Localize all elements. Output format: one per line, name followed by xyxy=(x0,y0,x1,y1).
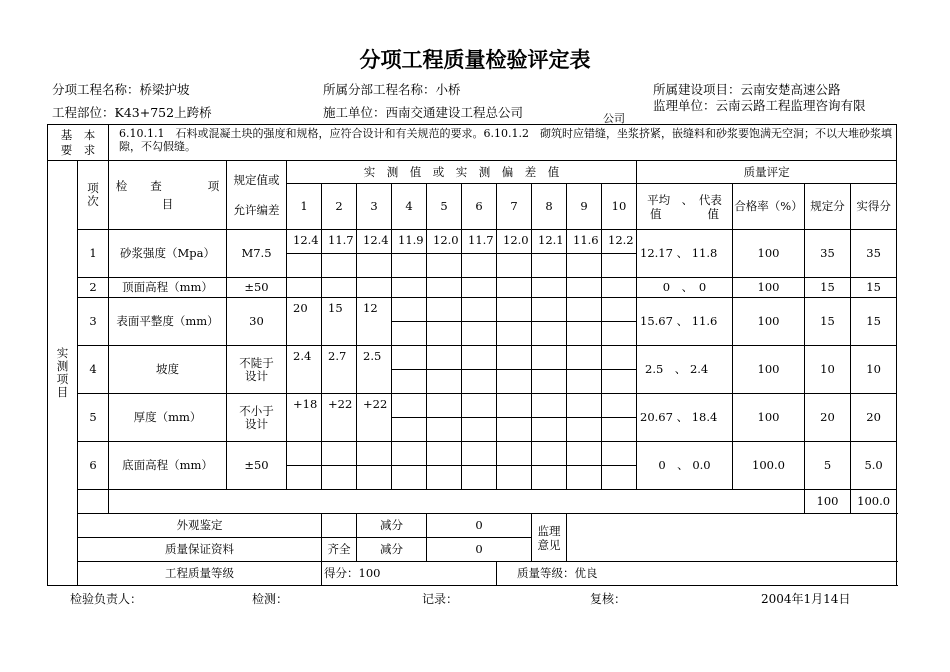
grade-row xyxy=(48,562,897,586)
avg-value: 20.67 、 18.4 xyxy=(637,394,733,442)
cell xyxy=(567,298,602,322)
col-header: 3 xyxy=(357,184,392,230)
reviewer: 复核： xyxy=(590,592,627,606)
spec-value: 不小于设计 xyxy=(227,394,287,442)
avg-value: 15.67 、 11.6 xyxy=(637,298,733,346)
pass-rate: 100.0 xyxy=(733,442,805,490)
cell xyxy=(427,254,462,278)
table-row xyxy=(48,298,897,322)
measured-value: +18 xyxy=(287,394,322,418)
cell xyxy=(322,322,357,346)
cell xyxy=(462,346,497,370)
avg-header: 平均 、 代表 值 值 xyxy=(637,184,733,230)
requirements-label: 基 本 要 求 xyxy=(48,125,109,161)
avg-value: 0 、 0 xyxy=(637,278,733,298)
pass-rate: 100 xyxy=(733,230,805,278)
cell xyxy=(532,298,567,322)
quality-docs-deduct: 0 xyxy=(427,538,532,562)
cell xyxy=(497,322,532,346)
cell xyxy=(567,394,602,418)
appearance-row xyxy=(48,514,897,538)
cell xyxy=(567,418,602,442)
specified-score: 15 xyxy=(805,298,851,346)
measured-value: 12.2 xyxy=(602,230,637,254)
cell xyxy=(287,278,322,298)
supervisor: 监理单位：云南云路工程监理咨询有限 xyxy=(653,98,866,113)
cell xyxy=(602,394,637,418)
specified-score: 35 xyxy=(805,230,851,278)
cell xyxy=(567,346,602,370)
contractor-tail: 公司 xyxy=(603,112,625,125)
actual-score: 5.0 xyxy=(851,442,897,490)
cell xyxy=(78,490,109,514)
cell xyxy=(462,322,497,346)
cell xyxy=(462,278,497,298)
cell xyxy=(427,278,462,298)
item-no: 6 xyxy=(78,442,109,490)
measured-value: 12.4 xyxy=(357,230,392,254)
cell xyxy=(287,254,322,278)
cell xyxy=(357,278,392,298)
cell xyxy=(322,466,357,490)
cell xyxy=(287,442,322,466)
cell xyxy=(497,418,532,442)
construction-project: 所属建设项目：云南安楚高速公路 xyxy=(653,82,841,97)
measured-header: 实 测 值 或 实 测 偏 差 值 xyxy=(287,161,637,184)
pass-rate: 100 xyxy=(733,394,805,442)
date: 2004年1月14日 xyxy=(761,592,851,606)
cell xyxy=(392,278,427,298)
check-item-header: 检 查 项 目 xyxy=(109,161,227,230)
col-header: 8 xyxy=(532,184,567,230)
spec-header: 规定值或 允许编差 xyxy=(227,161,287,230)
cell xyxy=(532,278,567,298)
cell xyxy=(462,370,497,394)
col-header: 2 xyxy=(322,184,357,230)
cell xyxy=(427,346,462,370)
grade-level: 质量等级：优良 xyxy=(497,562,897,586)
col-header: 9 xyxy=(567,184,602,230)
cell xyxy=(392,394,427,418)
cell xyxy=(392,346,427,370)
cell xyxy=(392,466,427,490)
quality-docs-deduct-label: 减分 xyxy=(357,538,427,562)
cell xyxy=(392,298,427,322)
cell xyxy=(497,394,532,418)
cell xyxy=(532,370,567,394)
cell xyxy=(427,394,462,418)
contractor: 施工单位：西南交通建设工程总公司 xyxy=(323,105,524,120)
cell xyxy=(427,370,462,394)
cell xyxy=(567,442,602,466)
avg-value: 0 、 0.0 xyxy=(637,442,733,490)
table-row xyxy=(48,394,897,418)
sub-project: 所属分部工程名称：小桥 xyxy=(323,82,461,97)
col-header: 7 xyxy=(497,184,532,230)
cell xyxy=(567,254,602,278)
avg-value: 12.17 、 11.8 xyxy=(637,230,733,278)
measured-value: 2.5 xyxy=(357,346,392,370)
cell xyxy=(322,418,357,442)
item-no: 2 xyxy=(78,278,109,298)
cell xyxy=(602,370,637,394)
cell xyxy=(567,322,602,346)
cell xyxy=(287,418,322,442)
actual-score: 10 xyxy=(851,346,897,394)
specified-score: 5 xyxy=(805,442,851,490)
cell xyxy=(602,442,637,466)
avg-value: 2.5 、 2.4 xyxy=(637,346,733,394)
measured-value: 2.4 xyxy=(287,346,322,370)
cell xyxy=(532,466,567,490)
cell xyxy=(602,278,637,298)
cell xyxy=(462,466,497,490)
pass-rate: 100 xyxy=(733,278,805,298)
cell xyxy=(602,346,637,370)
appearance-deduct-label: 减分 xyxy=(357,514,427,538)
cell xyxy=(497,346,532,370)
cell xyxy=(497,466,532,490)
spec-value: ±50 xyxy=(227,278,287,298)
col-header: 6 xyxy=(462,184,497,230)
item-name-cell: 顶面高程（mm） xyxy=(109,278,227,298)
item-name-cell: 坡度 xyxy=(109,346,227,394)
specified-score-header: 规定分 xyxy=(805,184,851,230)
cell xyxy=(602,418,637,442)
measured-value: 11.9 xyxy=(392,230,427,254)
col-header: 4 xyxy=(392,184,427,230)
cell xyxy=(322,278,357,298)
cell xyxy=(357,442,392,466)
measured-value: 12.0 xyxy=(497,230,532,254)
item-name: 分项工程名称：桥梁护坡 xyxy=(52,82,190,97)
specified-score: 20 xyxy=(805,394,851,442)
cell xyxy=(532,254,567,278)
table-row xyxy=(48,278,897,298)
appearance-deduct: 0 xyxy=(427,514,532,538)
measured-value: 11.7 xyxy=(462,230,497,254)
cell xyxy=(532,418,567,442)
quality-eval-header: 质量评定 xyxy=(637,161,897,184)
tester: 检测： xyxy=(252,592,289,606)
measured-value: 12 xyxy=(357,298,392,322)
cell xyxy=(602,322,637,346)
appearance-label: 外观鉴定 xyxy=(78,514,322,538)
location: 工程部位：K43+752上跨桥 xyxy=(52,105,212,120)
spec-value: 30 xyxy=(227,298,287,346)
supervisor-opinion xyxy=(567,514,897,562)
cell xyxy=(602,254,637,278)
cell xyxy=(462,442,497,466)
cell xyxy=(567,370,602,394)
actual-score-header: 实得分 xyxy=(851,184,897,230)
cell xyxy=(427,298,462,322)
spec-value: M7.5 xyxy=(227,230,287,278)
cell xyxy=(287,370,322,394)
col-header: 1 xyxy=(287,184,322,230)
item-no: 4 xyxy=(78,346,109,394)
specified-score: 10 xyxy=(805,346,851,394)
actual-score: 35 xyxy=(851,230,897,278)
pass-rate: 100 xyxy=(733,298,805,346)
cell xyxy=(357,466,392,490)
page-title: 分项工程质量检验评定表 xyxy=(359,48,591,72)
cell xyxy=(532,442,567,466)
cell xyxy=(427,466,462,490)
cell xyxy=(357,254,392,278)
cell xyxy=(392,418,427,442)
cell xyxy=(392,322,427,346)
measured-value: 11.7 xyxy=(322,230,357,254)
table-row xyxy=(48,442,897,466)
cell xyxy=(567,278,602,298)
cell xyxy=(497,442,532,466)
pass-rate-header: 合格率（%） xyxy=(733,184,805,230)
cell xyxy=(357,322,392,346)
inspection-table xyxy=(47,124,897,586)
col-header: 5 xyxy=(427,184,462,230)
measured-value: +22 xyxy=(357,394,392,418)
actual-score: 20 xyxy=(851,394,897,442)
cell xyxy=(427,418,462,442)
table-row xyxy=(48,230,897,254)
cell xyxy=(392,442,427,466)
supervisor-opinion-label: 监理意见 xyxy=(532,514,567,562)
cell xyxy=(567,466,602,490)
section-label: 实 测 项 目 xyxy=(48,161,78,586)
item-name-cell: 砂浆强度（Mpa） xyxy=(109,230,227,278)
cell xyxy=(462,254,497,278)
cell xyxy=(357,370,392,394)
col-header: 10 xyxy=(602,184,637,230)
table-row xyxy=(48,346,897,370)
cell xyxy=(287,466,322,490)
cell xyxy=(497,278,532,298)
specified-score: 15 xyxy=(805,278,851,298)
quality-docs-status: 齐全 xyxy=(322,538,357,562)
item-no: 5 xyxy=(78,394,109,442)
cell xyxy=(392,370,427,394)
cell xyxy=(427,322,462,346)
recorder: 记录： xyxy=(422,592,459,606)
cell xyxy=(532,394,567,418)
cell xyxy=(497,370,532,394)
item-no: 3 xyxy=(78,298,109,346)
item-name-cell: 底面高程（mm） xyxy=(109,442,227,490)
spec-value: 不陡于设计 xyxy=(227,346,287,394)
item-no: 1 xyxy=(78,230,109,278)
cell xyxy=(532,322,567,346)
measured-value: 20 xyxy=(287,298,322,322)
grade-label: 工程质量等级 xyxy=(78,562,322,586)
actual-score: 15 xyxy=(851,298,897,346)
cell xyxy=(109,490,805,514)
item-name-cell: 厚度（mm） xyxy=(109,394,227,442)
cell xyxy=(602,466,637,490)
total-specified-score: 100 xyxy=(805,490,851,514)
inspector: 检验负责人： xyxy=(70,592,143,606)
actual-score: 15 xyxy=(851,278,897,298)
grade-score: 得分：100 xyxy=(322,562,497,586)
measured-value: 12.4 xyxy=(287,230,322,254)
total-actual-score: 100.0 xyxy=(851,490,897,514)
measured-value: 15 xyxy=(322,298,357,322)
quality-docs-label: 质量保证资料 xyxy=(78,538,322,562)
cell xyxy=(602,298,637,322)
cell xyxy=(427,442,462,466)
cell xyxy=(392,254,427,278)
cell xyxy=(497,298,532,322)
cell xyxy=(287,322,322,346)
spec-value: ±50 xyxy=(227,442,287,490)
measured-value: 12.0 xyxy=(427,230,462,254)
cell xyxy=(357,418,392,442)
cell xyxy=(462,394,497,418)
measured-value: 2.7 xyxy=(322,346,357,370)
requirements-text: 6.10.1.1 石料或混凝土块的强度和规格，应符合设计和有关规范的要求。6.10.1.2 砌筑时应错缝，坐浆挤紧，嵌缝料和砂浆要饱满无空洞；不以大堆砂浆填隙，不勾假缝。 xyxy=(109,125,897,161)
measured-value: 12.1 xyxy=(532,230,567,254)
pass-rate: 100 xyxy=(733,346,805,394)
item-name-cell: 表面平整度（mm） xyxy=(109,298,227,346)
cell xyxy=(322,442,357,466)
cell xyxy=(322,254,357,278)
header-row-1 xyxy=(48,161,897,184)
totals-row xyxy=(48,490,897,514)
measured-value: +22 xyxy=(322,394,357,418)
cell xyxy=(322,370,357,394)
measured-value: 11.6 xyxy=(567,230,602,254)
cell xyxy=(497,254,532,278)
cell xyxy=(322,514,357,538)
item-no-header: 项 次 xyxy=(78,161,109,230)
cell xyxy=(532,346,567,370)
cell xyxy=(462,418,497,442)
requirements-row xyxy=(48,125,897,161)
cell xyxy=(462,298,497,322)
